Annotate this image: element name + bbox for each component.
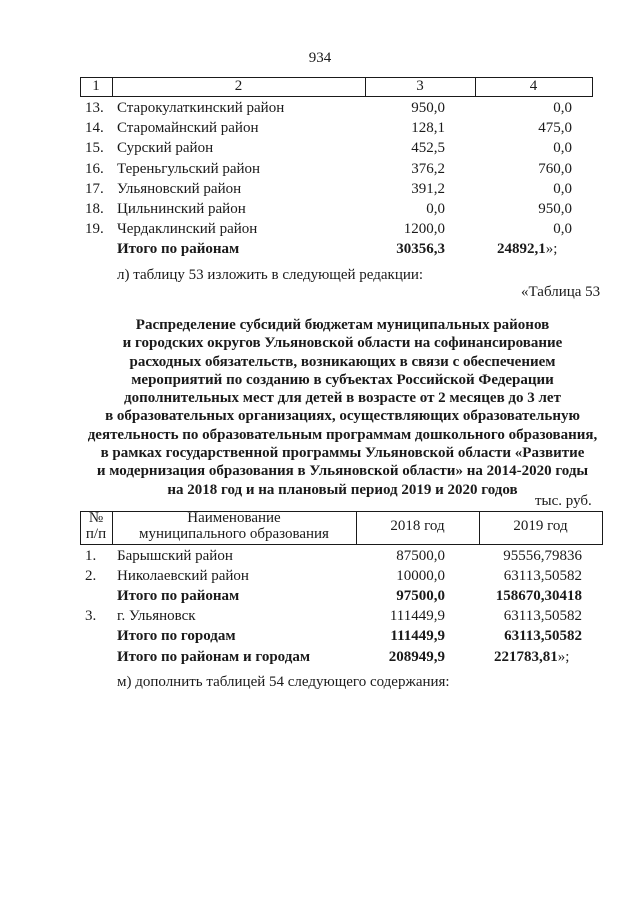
grand-total-label: Итого по районам и городам	[117, 649, 311, 665]
table2-header-2019: 2019 год	[513, 518, 568, 534]
value-col4: 0,0	[553, 221, 572, 237]
municipality-name: Николаевский район	[117, 568, 249, 584]
value-col4: 0,0	[553, 140, 572, 156]
value-col3: 452,5	[411, 140, 445, 156]
page-number: 934	[308, 50, 332, 66]
heading-line: в рамках государственной программы Ульяновской области «Развитие	[100, 445, 585, 462]
table2-header-name	[112, 510, 356, 542]
heading-line: и городских округов Ульяновской области на софинансирование	[122, 335, 563, 352]
value-col4: 0,0	[553, 100, 572, 116]
heading-line: на 2018 год и на плановый период 2019 и 2020 годов	[167, 481, 518, 498]
table1-header-col1: 1	[92, 78, 100, 94]
row-number: 13.	[85, 100, 104, 116]
total-label: Итого по районам	[117, 241, 240, 257]
row-number: 19.	[85, 221, 104, 237]
table1-header-col3: 3	[416, 78, 424, 94]
district-name: Старомайнский район	[117, 120, 259, 136]
subtotal-2018: 97500,0	[396, 588, 445, 604]
heading-line: Распределение субсидий бюджетам муниципальных районов	[135, 317, 550, 333]
header-name-line1: Наименование	[187, 510, 281, 526]
value-col3: 391,2	[411, 181, 445, 197]
municipality-name: г. Ульяновск	[117, 608, 196, 624]
subtotal-2018: 111449,9	[390, 628, 445, 644]
table2-header-num	[80, 510, 112, 542]
district-name: Ульяновский район	[117, 181, 242, 197]
value-col3: 376,2	[411, 161, 445, 177]
district-name: Цильнинский район	[117, 201, 246, 217]
value-col4: 950,0	[538, 201, 572, 217]
value-2019: 63113,50582	[503, 568, 582, 584]
row-number: 2.	[85, 568, 97, 584]
heading-line: в образовательных организациях, осуществляющих образовательную	[105, 408, 580, 425]
total-col4: 24892,1	[497, 241, 546, 257]
row-number: 1.	[85, 548, 97, 564]
district-name: Тереньгульский район	[117, 161, 261, 177]
district-name: Сурский район	[117, 140, 214, 156]
subtotal-2019: 158670,30418	[495, 588, 582, 604]
value-col3: 0,0	[426, 201, 445, 217]
value-2019: 63113,50582	[503, 608, 582, 624]
row-number: 14.	[85, 120, 104, 136]
value-col3: 128,1	[411, 120, 445, 136]
value-col4: 475,0	[538, 120, 572, 136]
value-2018: 10000,0	[396, 568, 445, 584]
subtotal-2019: 63113,50582	[504, 628, 582, 644]
value-2019: 95556,79836	[503, 548, 582, 564]
table-heading	[70, 316, 615, 499]
row-number: 3.	[85, 608, 97, 624]
subtotal-label: Итого по районам	[117, 588, 240, 604]
row-number: 15.	[85, 140, 104, 156]
row-number: 16.	[85, 161, 104, 177]
units-label: тыс. руб.	[535, 493, 592, 509]
heading-line: расходных обязательств, возникающих в связи с обеспечением	[129, 353, 556, 370]
value-2018: 111449,9	[389, 608, 445, 624]
value-col4: 760,0	[538, 161, 572, 177]
row-number: 17.	[85, 181, 104, 197]
grand-total-2019: 221783,81	[494, 649, 558, 665]
value-2018: 87500,0	[396, 548, 445, 564]
table1-header-col4: 4	[529, 78, 538, 94]
district-name: Старокулаткинский район	[117, 100, 285, 116]
table1-header-col2: 2	[234, 78, 243, 94]
municipality-name: Барышский район	[117, 548, 233, 564]
header-num-line1: №	[88, 510, 104, 526]
total-col3: 30356,3	[396, 241, 445, 257]
table-53-label: «Таблица 53	[521, 284, 601, 300]
closing-quote: »;	[545, 241, 558, 257]
header-name-line2: муниципального образования	[139, 526, 329, 542]
header-num-line2: п/п	[85, 526, 107, 542]
district-name: Чердаклинский район	[117, 221, 258, 237]
heading-line: дополнительных мест для детей в возрасте от 2 месяцев до 3 лет	[124, 390, 561, 407]
instruction-l: л) таблицу 53 изложить в следующей редакции:	[117, 267, 424, 283]
value-col3: 950,0	[411, 100, 445, 116]
grand-total-2018: 208949,9	[388, 649, 445, 665]
subtotal-label: Итого по городам	[117, 628, 236, 644]
instruction-m: м) дополнить таблицей 54 следующего содержания:	[117, 674, 450, 690]
row-number: 18.	[85, 201, 104, 217]
heading-line: и модернизация образования в Ульяновской области» на 2014-2020 годы	[96, 463, 589, 480]
closing-quote: »;	[557, 649, 570, 665]
heading-line: деятельность по образовательным программам дошкольного образования,	[87, 426, 598, 443]
value-col3: 1200,0	[403, 221, 445, 237]
table2-header-2018: 2018 год	[390, 518, 445, 534]
value-col4: 0,0	[553, 181, 572, 197]
heading-line: мероприятий по созданию в субъектах Российской Федерации	[131, 371, 554, 388]
